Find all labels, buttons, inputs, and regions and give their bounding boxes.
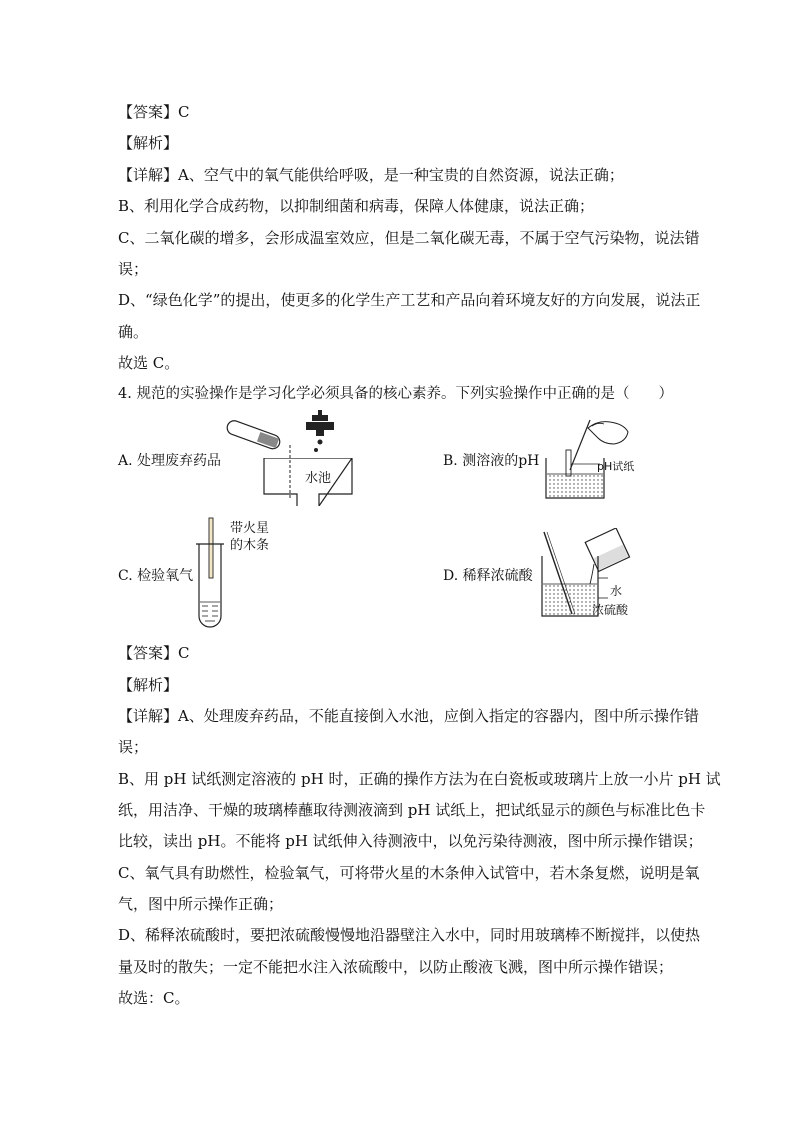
ph-paper-label: pH试纸 [597,460,635,473]
q4-detail-line: C、氧气具有助燃性，检验氧气，可将带火星的木条伸入试管中，若木条复燃，说明是氧 [118,864,700,882]
acid-label: 浓硫酸 [592,603,629,617]
q3-detail-line: D、“绿色化学”的提出，使更多的化学生产工艺和产品向着环境友好的方向发展，说法正 [118,291,701,309]
q3-detail-line: 误； [118,260,149,278]
stick-label-line-2: 的木条 [230,538,270,553]
q4-answer: 【答案】C [118,644,190,662]
q4-detail-line: 比较，读出 pH。不能将 pH 试纸伸入待测液中，以免污染待测液，图中所示操作错误； [118,832,703,850]
figure-c-oxygen-test [193,516,227,630]
q3-detail-line: C、二氧化碳的增多，会形成温室效应，但是二氧化碳无毒，不属于空气污染物，说法错 [118,229,700,247]
option-b-label: B. 测溶液的pH [443,453,540,469]
q4-detail-line: 【详解】A、处理废弃药品，不能直接倒入水池，应倒入指定的容器内，图中所示操作错 [118,707,699,725]
q4-detail-line: 纸，用洁净、干燥的玻璃棒蘸取待测液滴到 pH 试纸上，把试纸显示的颜色与标准比色卡 [118,801,706,819]
stick-label-line-1: 带火星 [230,521,270,536]
q4-analysis-heading: 【解析】 [118,676,179,694]
q4-detail-line: 误； [118,738,149,756]
q3-conclusion: 故选 C。 [118,354,180,372]
q4-conclusion: 故选：C。 [118,989,190,1007]
q4-detail-line: 量及时的散失；一定不能把水注入浓硫酸中，以防止酸液飞溅，图中所示操作错误； [118,958,674,976]
sink-label: 水池 [305,471,332,486]
option-d-label: D. 稀释浓硫酸 [443,568,533,584]
q4-detail-line: B、用 pH 试纸测定溶液的 pH 时，正确的操作方法为在白瓷板或玻璃片上放一小片 pH 试 [118,770,721,788]
q4-stem: 4. 规范的实验操作是学习化学必须具备的核心素养。下列实验操作中正确的是（ ） [118,386,673,402]
q3-analysis-heading: 【解析】 [118,134,179,152]
q4-detail-line: 气，图中所示操作正确； [118,895,284,913]
option-a-label: A. 处理废弃药品 [118,453,222,469]
q3-answer: 【答案】C [118,103,190,121]
q4-detail-line: D、稀释浓硫酸时，要把浓硫酸慢慢地沿器壁注入水中，同时用玻璃棒不断搅拌，以使热 [118,926,701,944]
q3-detail-line: 确。 [118,323,149,341]
q3-detail-line: 【详解】A、空气中的氧气能供给呼吸，是一种宝贵的自然资源，说法正确； [118,166,624,184]
option-c-label: C. 检验氧气 [118,568,194,584]
water-label: 水 [610,584,623,598]
q3-detail-line: B、利用化学合成药物，以抑制细菌和病毒，保障人体健康，说法正确； [118,197,595,215]
